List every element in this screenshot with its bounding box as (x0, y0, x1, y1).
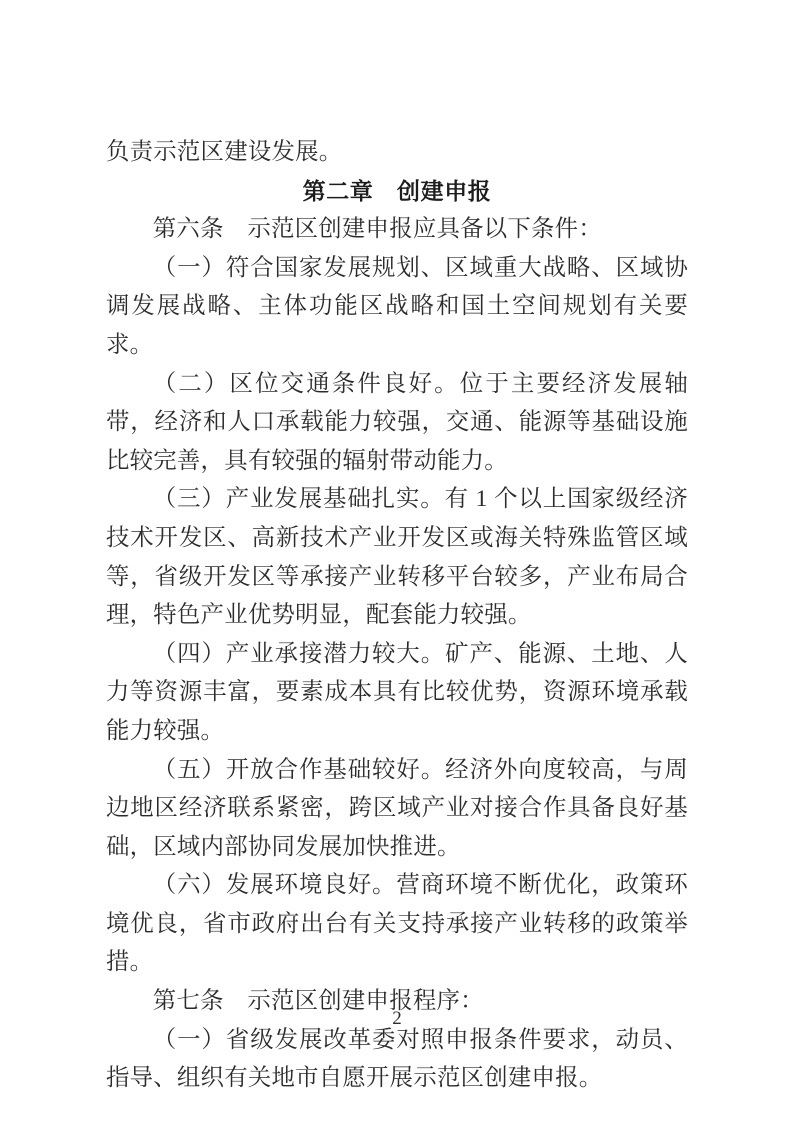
article-6-item-5 (106, 751, 688, 867)
chapter-heading: 第二章 创建申报 (302, 177, 492, 204)
article-6-item-1 (106, 249, 688, 365)
item-text-part-1: 产业发展基础扎实。有 (225, 486, 476, 513)
article-6-heading (106, 210, 688, 249)
item-text: 省级发展改革委对照申报条件要求，动员、指导、组织有关地市自愿开展示范区创建申报。 (106, 1026, 689, 1092)
item-text: 产业承接潜力较大。矿产、能源、土地、人力等资源丰富，要素成本具有比较优势，资源环境承载能力较强。 (106, 640, 689, 744)
page-number: 2 (392, 1008, 402, 1029)
item-text-part-2: 个以上国家级经济技术开发区、高新技术产业开发区或海关特殊监管区域等，省级开发区等承接产业转移平台较多，产业布局合理，特色产业优势明显，配套能力较强。 (106, 486, 688, 629)
article-7-label: 第七条 (152, 988, 224, 1015)
item-marker: （一） (152, 254, 226, 281)
article-7-text: 示范区创建申报程序： (247, 988, 484, 1015)
article-6-item-3 (106, 480, 688, 634)
item-marker: （三） (152, 486, 226, 513)
item-text: 开放合作基础较好。经济外向度较高，与周边地区经济联系紧密，跨区域产业对接合作具备良好基础，区域内部协同发展加快推进。 (106, 756, 689, 860)
item-marker: （五） (152, 756, 226, 783)
document-body (106, 133, 688, 1098)
article-6-spacer (224, 216, 248, 242)
article-6-text: 示范区创建申报应具备以下条件： (247, 216, 602, 243)
item-marker: （四） (152, 640, 226, 667)
item-text: 区位交通条件良好。位于主要经济发展轴带，经济和人口承载能力较强，交通、能源等基础设施比较完善，具有较强的辐射带动能力。 (106, 370, 688, 474)
article-6-item-2 (106, 365, 688, 481)
article-7-item-1 (106, 1021, 688, 1098)
item-text: 发展环境良好。营商环境不断优化，政策环境优良，省市政府出台有关支持承接产业转移的政策举措。 (106, 872, 689, 976)
item-count-number: 1 (475, 486, 488, 513)
article-6-item-6 (106, 866, 688, 982)
article-6-item-4 (106, 635, 688, 751)
continuation-line: 负责示范区建设发展。 (106, 139, 343, 165)
item-marker: （二） (152, 370, 230, 397)
item-text: 符合国家发展规划、区域重大战略、区域协调发展战略、主体功能区战略和国土空间规划有关要求。 (106, 254, 689, 358)
article-6-label: 第六条 (152, 216, 224, 243)
item-marker: （一） (152, 1026, 226, 1053)
item-marker: （六） (152, 872, 226, 899)
